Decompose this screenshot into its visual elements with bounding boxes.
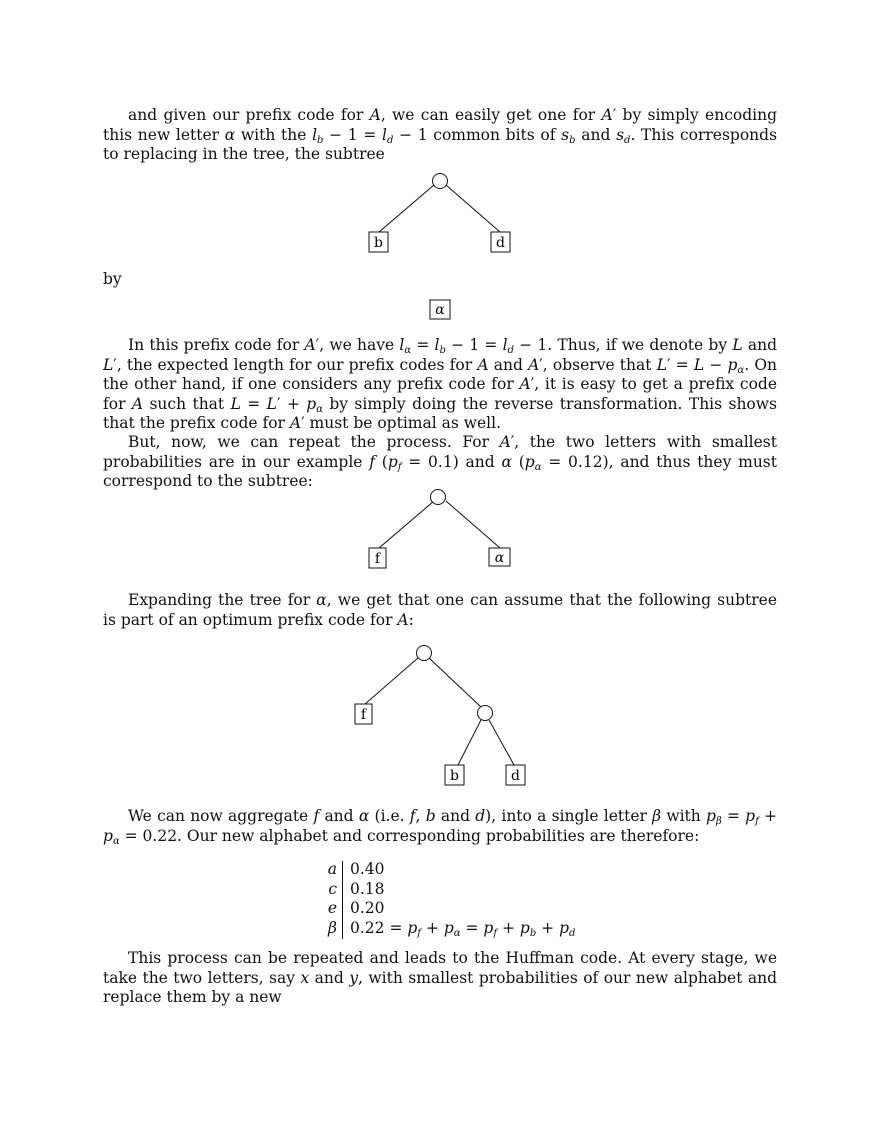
probability-table	[311, 860, 576, 940]
tree-root-node	[417, 646, 432, 661]
tree-edge	[365, 658, 418, 704]
table-symbol: c	[328, 879, 337, 898]
tree-edge	[489, 720, 514, 765]
tree-inner-node	[478, 706, 493, 721]
paragraph-7: This process can be repeated and leads to the Huffman code. At every stage, we take the two letters, say x and y, with smallest probabilities of our new alphabet and replace them by a new	[103, 949, 778, 1007]
table-value: 0.18	[350, 879, 385, 898]
table-symbol: a	[327, 860, 337, 878]
paragraph-4: But, now, we can repeat the process. For A′, the two letters with smallest probabilities are in our example f $(p_f = 0.1)$ and α $(p_\alpha = 0.12)$, and thus they must correspond to the subtree:	[103, 433, 777, 491]
table-symbol: e	[327, 899, 337, 918]
tree-leaf-f-label: f	[374, 551, 381, 567]
tree-root-node	[433, 174, 448, 189]
paragraph-3: In this prefix code for A′, we have $l_\alpha = l_b - 1 = l_d - 1$. Thus, if we denote by L and L′, the expected length for our prefix codes for A and A′, observe that $L' = L - p_\alpha$. On the other hand, if one considers any prefix code for A′, it is easy to get a prefix code for A such that $L = L' + p_\alpha$ by simply doing the reverse transformation. This shows that the prefix code for A′ must be optimal as well.	[103, 336, 778, 433]
table-symbol: β	[328, 918, 337, 937]
tree-leaf-b-label: b	[450, 768, 459, 784]
tree-edge	[446, 501, 500, 548]
tree-leaf-d-label: d	[511, 768, 520, 784]
subtree-diagram-f-alpha	[360, 484, 520, 574]
table-row: β $0.22 = p_f + p_\alpha = p_f + p_b + p_d$	[311, 919, 571, 939]
tree-edge	[446, 185, 500, 232]
paragraph-5: Expanding the tree for α, we get that one can assume that the following subtree is part of an optimum prefix code for A:	[103, 591, 778, 629]
paragraph-2	[103, 270, 777, 290]
leaf-diagram-alpha	[425, 297, 455, 323]
tree-leaf-alpha-label: α	[494, 550, 505, 566]
tree-edge	[379, 185, 434, 232]
tree-edge	[379, 501, 434, 548]
subtree-diagram-bd	[360, 168, 520, 258]
paragraph-2-text: by	[103, 270, 122, 288]
paragraph-6: We can now aggregate f and α (i.e. f, b and d), into a single letter β with $p_\beta = p_f + p_\alpha = 0.22$. Our new alphabet and corresponding probabilities are therefore:	[103, 807, 778, 847]
tree-leaf-alpha-label: α	[435, 302, 445, 318]
table-row	[311, 880, 571, 900]
table-row	[311, 860, 571, 880]
table-value: 0.40	[350, 860, 385, 878]
tree-edge	[458, 720, 481, 765]
tree-leaf-d-label: d	[496, 235, 505, 251]
tree-leaf-b-label: b	[374, 235, 383, 251]
tree-edge	[429, 658, 481, 707]
tree-leaf-f-label: f	[360, 707, 367, 723]
table-value: 0.20	[350, 899, 385, 918]
table-row	[311, 899, 571, 919]
subtree-diagram-expanded	[350, 640, 530, 790]
paragraph-1: and given our prefix code for A, we can easily get one for A′ by simply encoding this new letter α with the $l_b - 1 = l_d - 1$ common bits of $s_b$ and $s_d$. This corresponds to replacing in the tree, the subtree	[103, 106, 778, 164]
tree-root-node	[431, 490, 446, 505]
